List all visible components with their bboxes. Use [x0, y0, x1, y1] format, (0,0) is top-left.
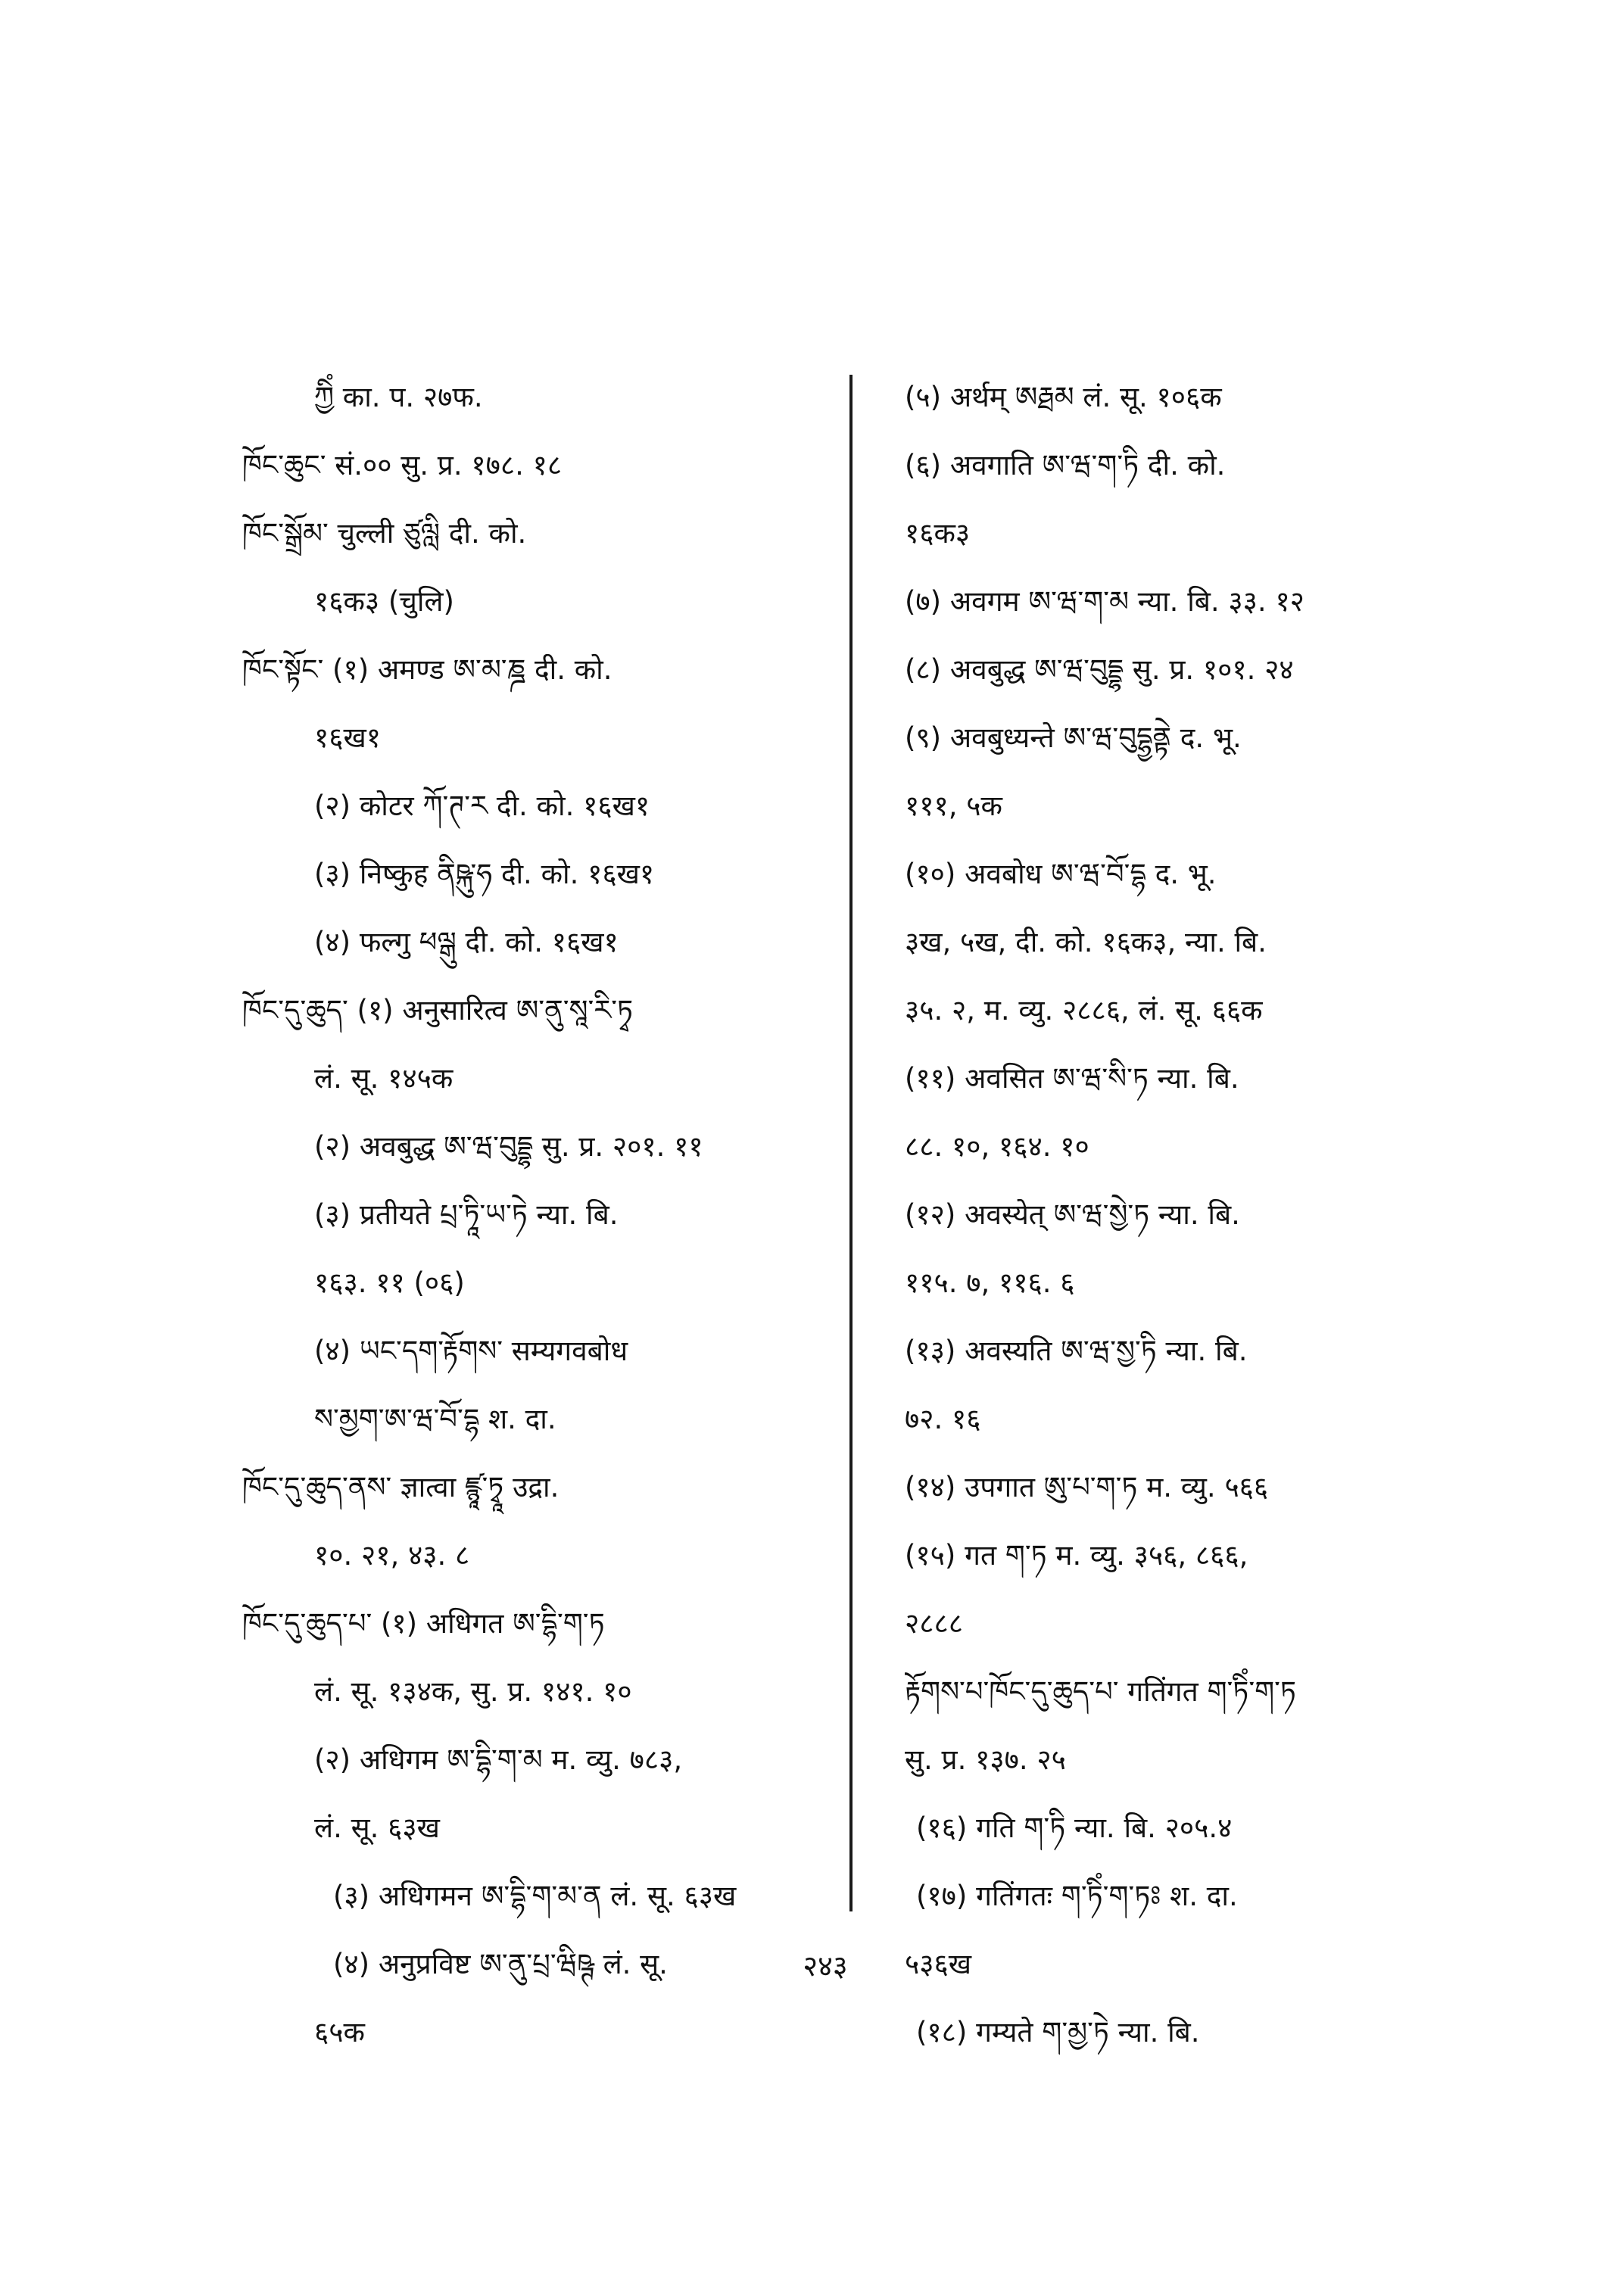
entry-line: (२) कोटर ཀོ་ཊ་ར दी. को. १६ख१ — [314, 790, 650, 822]
entry-line: (१८) गम्यते ག་མྱ་ཏེ न्या. बि. — [916, 2016, 1200, 2048]
entry-line: (४) अनुप्रविष्ट ཨ་ནུ་པྲ་ཝིཥྚ लं. सू. — [333, 1948, 668, 1980]
column-divider — [849, 375, 853, 1911]
entry-line: (५) अर्थम् ཨརྠམ लं. सू. १०६क — [905, 381, 1222, 413]
entry-line: ५३६ख — [905, 1948, 971, 1980]
entry-line: १६क३ — [905, 517, 971, 550]
entry-line: (१४) उपगात ཨུ་པ་ག་ཏ म. व्यु. ५६६ — [905, 1471, 1269, 1503]
entry-line: ཁོང་ཆུང་ सं.०० सु. प्र. १७८. १८ — [242, 449, 563, 481]
entry-line: (३) प्रतीयते པྲ་ཏཱི་ཡ་ཏེ न्या. बि. — [314, 1198, 619, 1231]
entry-line: ཁོང་དུ་ཆུད་ (१) अनुसारित्व ཨ་ནུ་སཱ་རི་ཏྭ — [242, 994, 634, 1027]
entry-line: (१६) गति ག་ཏི न्या. बि. २०५.४ — [916, 1812, 1233, 1844]
entry-line: लं. सू. १३४क, सु. प्र. १४१. १० — [314, 1675, 632, 1708]
entry-line: लं. सू. १४५क — [314, 1062, 454, 1095]
entry-line: (४) फल्गु ཕལྒུ दी. को. १६ख१ — [314, 926, 619, 958]
entry-line: (७) अवगम ཨ་ཝ་ག་མ न्या. बि. ३३. १२ — [905, 585, 1304, 618]
entry-line: २८८८ — [905, 1607, 963, 1640]
entry-line: (१७) गतिंगतः ག་ཏིཾ་ག་ཏཿ श. दा. — [916, 1880, 1238, 1912]
left-column — [242, 363, 840, 2067]
entry-line: १६क३ (चुलि) — [314, 585, 454, 618]
entry-line: ३५. २, म. व्यु. २८८६, लं. सू. ६६क — [905, 994, 1263, 1027]
entry-line: लं. सू. ६३ख — [314, 1812, 440, 1844]
entry-line: (६) अवगाति ཨ་ཝ་ག་ཏི दी. को. — [905, 449, 1226, 481]
entry-line: १६३. ११ (०६) — [314, 1266, 465, 1299]
entry-line: (१२) अवस्येत् ཨ་ཝ་སྱེ་ཏ न्या. बि. — [905, 1198, 1240, 1231]
entry-line: (९) अवबुध्यन्ते ཨ་ཝ་བུདྷྱནྟེ द. भू. — [905, 721, 1242, 754]
entry-line: ཀྱིཾ का. प. २७फ. — [314, 381, 483, 413]
entry-line: ७२. १६ — [905, 1403, 981, 1435]
entry-line: ཁོང་དུ་ཆུད་ནས་ ज्ञात्वा ཛྙཱ་ཏྭཱ उद्रा. — [242, 1471, 560, 1503]
entry-line: (८) अवबुद्ध ཨ་ཝ་བུདྡྷ सु. प्र. १०१. २४ — [905, 653, 1294, 686]
entry-line: ११५. ७, ११६. ६ — [905, 1266, 1075, 1299]
entry-line: (१३) अवस्यति ཨ་ཝ་སྱ་ཏི न्या. बि. — [905, 1335, 1248, 1367]
entry-line: (१५) गत ག་ཏ म. व्यु. ३५६, ८६६, — [905, 1539, 1248, 1572]
entry-line: ས་མྱག་ཨ་ཝ་བོ་དྷ श. दा. — [314, 1403, 556, 1435]
entry-line: ३ख, ५ख, दी. को. १६क३, न्या. बि. — [905, 926, 1267, 958]
entry-line: १११, ५क — [905, 790, 1002, 822]
entry-line: རྟོགས་པ་ཁོང་དུ་ཆུད་པ་ गतिंगत ག་ཏིཾ་ག་ཏ — [905, 1675, 1296, 1708]
entry-line: ཁོང་སྒྲོམ་ चुल्ली ཙུལླི दी. को. — [242, 517, 527, 550]
entry-line: (३) अधिगमन ཨ་དྷི་ག་མ་ན लं. सू. ६३ख — [333, 1880, 737, 1912]
entry-line: ८८. १०, १६४. १० — [905, 1130, 1089, 1163]
entry-line: ཁོང་སྟོང་ (१) अमण्ड ཨ་མ་ཎྜ दी. को. — [242, 653, 613, 686]
entry-line: (३) निष्कुह ནིཥྐུ་ཧ दी. को. १६ख१ — [314, 858, 655, 890]
entry-line: (४) ཡང་དག་རྟོགས་ सम्यगवबोध — [314, 1335, 628, 1367]
entry-line: (२) अवबुद्ध ཨ་ཝ་བུདྡྷ सु. प्र. २०१. ११ — [314, 1130, 703, 1163]
entry-line: (१०) अवबोध ཨ་ཝ་བོ་དྷ द. भू. — [905, 858, 1217, 890]
entry-line: (२) अधिगम ཨ་དྷི་ག་མ म. व्यु. ७८३, — [314, 1743, 683, 1776]
entry-line: सु. प्र. १३७. २५ — [905, 1743, 1066, 1776]
entry-line: १०. २१, ४३. ८ — [314, 1539, 470, 1572]
right-column — [905, 363, 1495, 2067]
entry-line: १६ख१ — [314, 721, 381, 754]
entry-line: ཁོང་དུ་ཆུད་པ་ (१) अधिगत ཨ་དྷི་ག་ཏ — [242, 1607, 605, 1640]
entry-line: (११) अवसित ཨ་ཝ་སི་ཏ न्या. बि. — [905, 1062, 1239, 1095]
entry-line: ६५क — [314, 2016, 365, 2048]
page-number: २४३ — [803, 1949, 848, 1983]
